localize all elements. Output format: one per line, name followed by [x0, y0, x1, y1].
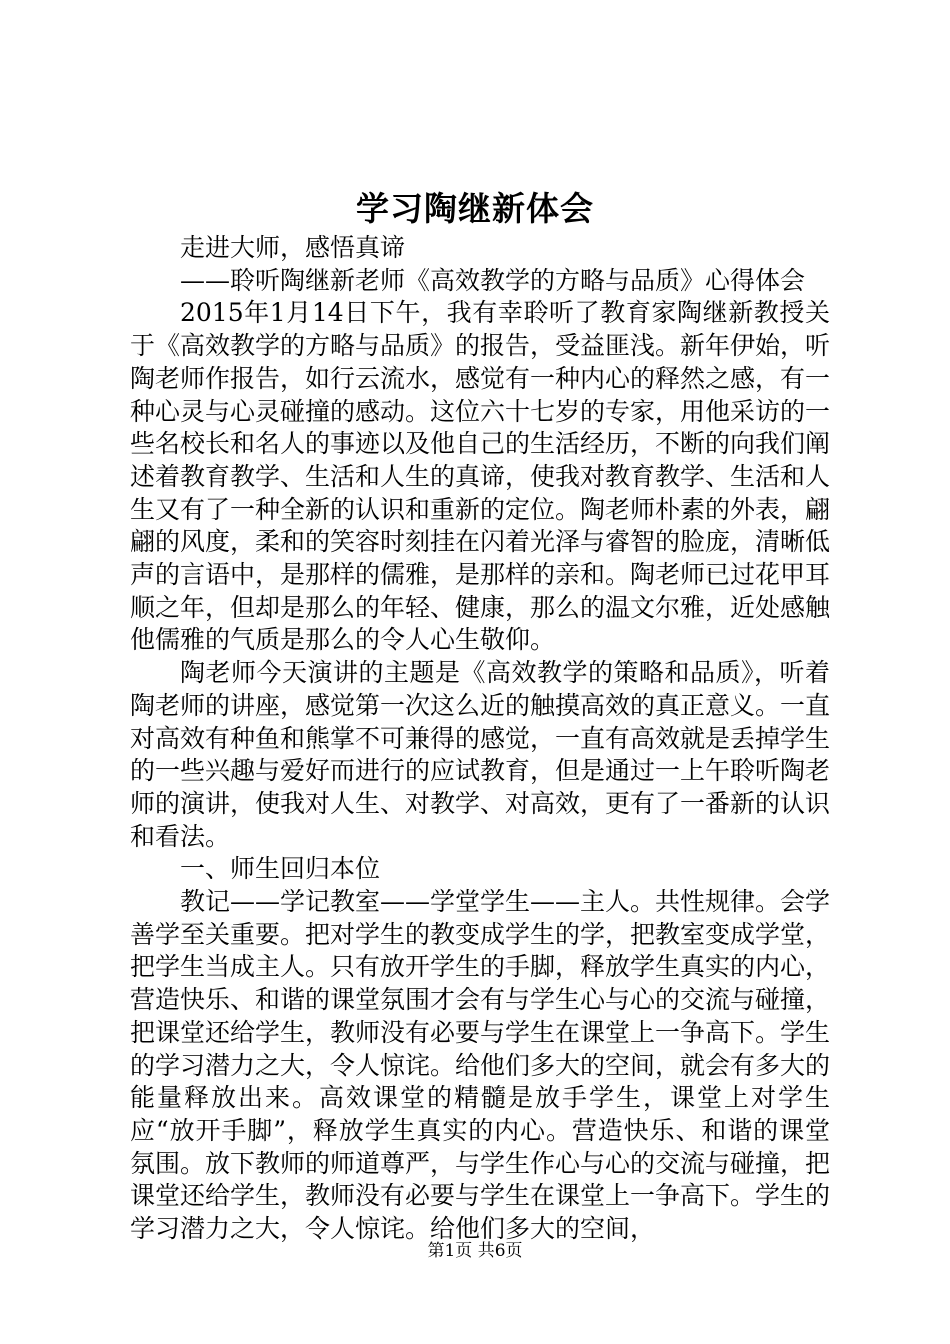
body-paragraph: 陶老师今天演讲的主题是《高效教学的策略和品质》，听着陶老师的讲座，感觉第一次这么近的触摸高效的真正意义。一直对高效有种鱼和熊掌不可兼得的感觉，一直有高效就是丢掉学生的一些兴趣与爱好而进行的应试教育，但是通过一上午聆听陶老师的演讲，使我对人生、对教学、对高效，更有了一番新的认识和看法。 — [130, 658, 831, 851]
page-number-footer: 第1页 共6页 — [427, 1241, 523, 1261]
section-heading: 一、师生回归本位 — [180, 854, 381, 884]
body-paragraph: 2015年1月14日下午，我有幸聆听了教育家陶继新教授关于《高效教学的方略与品质》的报告，受益匪浅。新年伊始，听陶老师作报告，如行云流水，感觉有一种内心的释然之感，有一种心灵与心灵碰撞的感动。这位六十七岁的专家，用他采访的一些名校长和名人的事迹以及他自己的生活经历，不断的向我们阐述着教育教学、生活和人生的真谛，使我对教育教学、生活和人生又有了一种全新的认识和重新的定位。陶老师朴素的外表，翩翩的风度，柔和的笑容时刻挂在闪着光泽与睿智的脸庞，清晰低声的言语中，是那样的儒雅，是那样的亲和。陶老师已过花甲耳顺之年，但却是那么的年轻、健康，那么的温文尔雅，近处感触他儒雅的气质是那么的令人心生敬仰。 — [130, 298, 831, 655]
subtitle-line: ——聆听陶继新老师《高效教学的方略与品质》心得体会 — [180, 265, 806, 295]
subtitle-line: 走进大师，感悟真谛 — [180, 233, 406, 262]
document-body — [130, 232, 830, 1246]
body-paragraph: 教记——学记教室——学堂学生——主人。共性规律。会学善学至关重要。把对学生的教变成学生的学，把教室变成学堂，把学生当成主人。只有放开学生的手脚，释放学生真实的内心，营造快乐、和谐的课堂氛围才会有与学生心与心的交流与碰撞，把课堂还给学生，教师没有必要与学生在课堂上一争高下。学生的学习潜力之大，令人惊诧。给他们多大的空间，就会有多大的能量释放出来。高效课堂的精髓是放手学生，课堂上对学生应“放开手脚”，释放学生真实的内心。营造快乐、和谐的课堂氛围。放下教师的师道尊严，与学生作心与心的交流与碰撞，把课堂还给学生，教师没有必要与学生在课堂上一争高下。学生的学习潜力之大，令人惊诧。给他们多大的空间， — [130, 887, 831, 1244]
document-title: 学习陶继新体会 — [356, 189, 594, 228]
